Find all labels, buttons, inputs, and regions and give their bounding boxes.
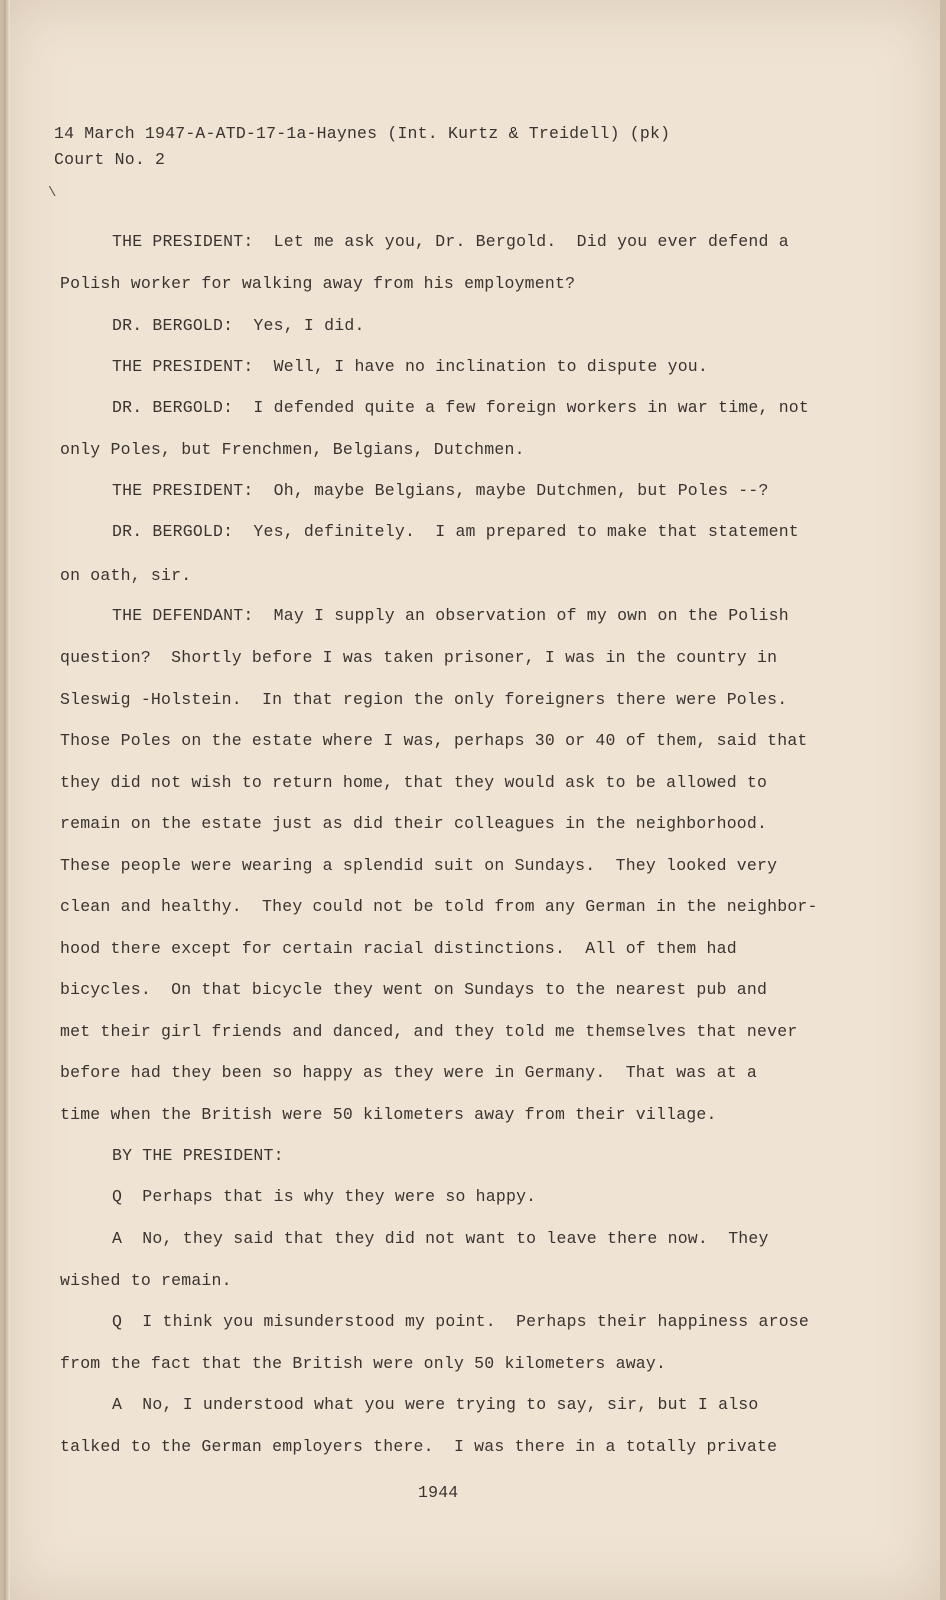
stray-mark: \ xyxy=(48,185,57,201)
header-line-2: Court No. 2 xyxy=(54,150,166,169)
transcript-line: THE PRESIDENT: Let me ask you, Dr. Bergold. Did you ever defend a xyxy=(112,232,789,251)
transcript-line: bicycles. On that bicycle they went on Sundays to the nearest pub and xyxy=(60,980,768,999)
transcript-line: THE PRESIDENT: Oh, maybe Belgians, maybe Dutchmen, but Poles --? xyxy=(112,481,769,500)
transcript-line: only Poles, but Frenchmen, Belgians, Dutchmen. xyxy=(60,440,525,459)
transcript-line: A No, they said that they did not want to leave there now. They xyxy=(112,1229,769,1248)
transcript-line: remain on the estate just as did their colleagues in the neighborhood. xyxy=(60,814,768,833)
transcript-line: DR. BERGOLD: Yes, I did. xyxy=(112,316,365,335)
transcript-line: time when the British were 50 kilometers away from their village. xyxy=(60,1105,717,1124)
transcript-line: hood there except for certain racial distinctions. All of them had xyxy=(60,939,737,958)
transcript-line: talked to the German employers there. I was there in a totally private xyxy=(60,1437,778,1456)
transcript-line: DR. BERGOLD: I defended quite a few foreign workers in war time, not xyxy=(112,398,810,417)
transcript-line: Q I think you misunderstood my point. Perhaps their happiness arose xyxy=(112,1312,810,1331)
transcript-line: These people were wearing a splendid suit on Sundays. They looked very xyxy=(60,856,778,875)
transcript-line: they did not wish to return home, that they would ask to be allowed to xyxy=(60,773,768,792)
transcript-line: THE PRESIDENT: Well, I have no inclination to dispute you. xyxy=(112,357,708,376)
transcript-line: DR. BERGOLD: Yes, definitely. I am prepared to make that statement xyxy=(112,522,799,541)
transcript-line: from the fact that the British were only 50 kilometers away. xyxy=(60,1354,667,1373)
transcript-line: BY THE PRESIDENT: xyxy=(112,1146,284,1165)
transcript-line: question? Shortly before I was taken prisoner, I was in the country in xyxy=(60,648,778,667)
transcript-line: Q Perhaps that is why they were so happy. xyxy=(112,1187,537,1206)
page-edge-shadow xyxy=(4,0,10,1600)
transcript-line: Sleswig -Holstein. In that region the only foreigners there were Poles. xyxy=(60,690,788,709)
page-number: 1944 xyxy=(418,1483,459,1502)
transcript-line: A No, I understood what you were trying to say, sir, but I also xyxy=(112,1395,759,1414)
transcript-line: on oath, sir. xyxy=(60,566,192,585)
transcript-line: met their girl friends and danced, and they told me themselves that never xyxy=(60,1022,798,1041)
transcript-line: wished to remain. xyxy=(60,1271,232,1290)
header-line-1: 14 March 1947-A-ATD-17-1a-Haynes (Int. Kurtz & Treidell) (pk) xyxy=(54,124,671,143)
transcript-line: Polish worker for walking away from his employment? xyxy=(60,274,576,293)
transcript-line: clean and healthy. They could not be told from any German in the neighbor- xyxy=(60,897,818,916)
transcript-line: Those Poles on the estate where I was, perhaps 30 or 40 of them, said that xyxy=(60,731,808,750)
transcript-line: THE DEFENDANT: May I supply an observation of my own on the Polish xyxy=(112,606,789,625)
transcript-line: before had they been so happy as they were in Germany. That was at a xyxy=(60,1063,758,1082)
document-page xyxy=(4,0,940,1600)
